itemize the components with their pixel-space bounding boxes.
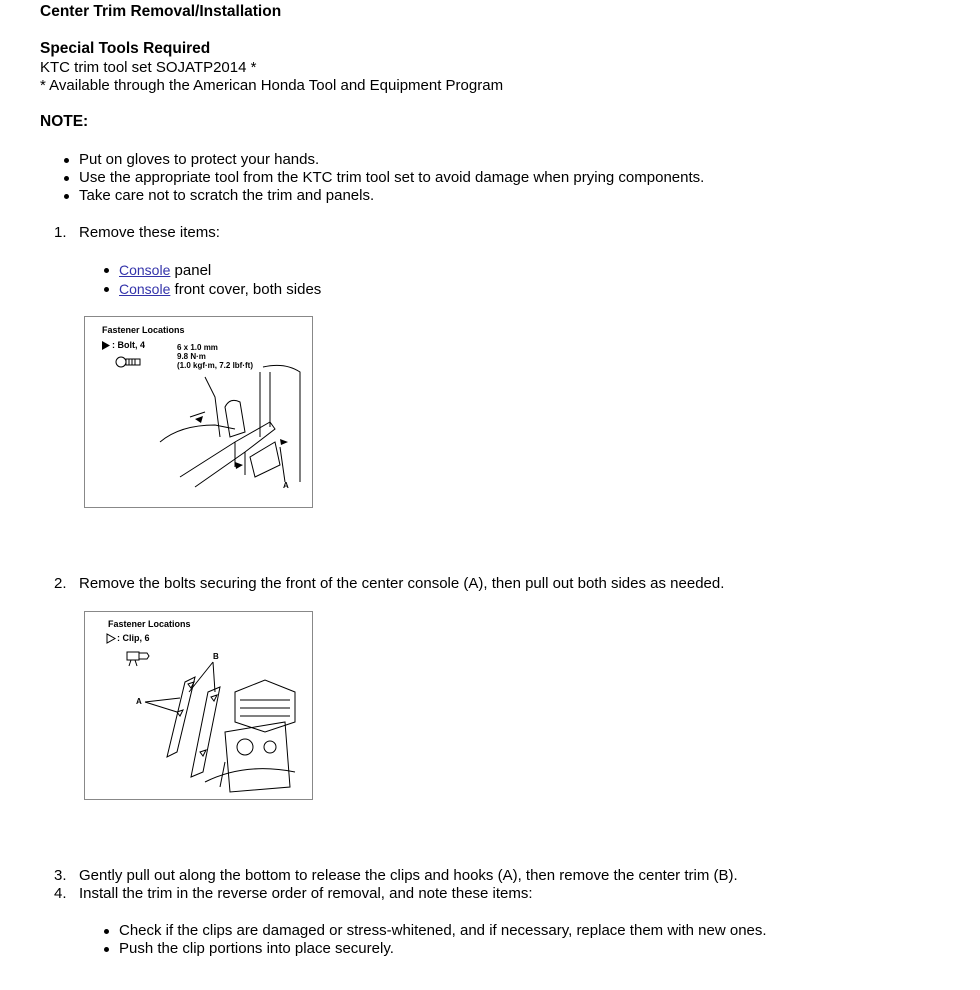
list-item: Push the clip portions into place securely. — [119, 940, 767, 958]
step-text: Remove the bolts securing the front of the center console (A), then pull out both sides as needed. — [79, 575, 725, 592]
trim-drawing — [145, 662, 295, 792]
step-number: 1. — [54, 224, 67, 241]
clip-marker-icon — [107, 634, 115, 643]
step-text: Install the trim in the reverse order of removal, and note these items: — [79, 885, 533, 902]
list-item — [119, 261, 321, 280]
step-number: 3. — [54, 867, 67, 884]
list-item: Check if the clips are damaged or stress-whitened, and if necessary, replace them with new ones. — [119, 922, 767, 939]
arrow-icon — [235, 462, 243, 469]
figure-fastener-clips — [84, 611, 313, 800]
step-number: 2. — [54, 575, 67, 592]
list-item-text: front cover, both sides — [170, 281, 322, 298]
console-drawing — [160, 365, 300, 487]
arrow-icon — [280, 439, 288, 445]
arrow-icon — [195, 416, 203, 423]
step-number: 4. — [54, 885, 67, 902]
figure-label-a: A — [136, 697, 142, 706]
bolt-spec-torque: 9.8 N·m — [177, 352, 206, 361]
special-tools-line-2: * Available through the American Honda Tool and Equipment Program — [40, 77, 504, 94]
figure-heading: Fastener Locations — [102, 325, 185, 335]
step-1-list — [119, 261, 321, 299]
figure-label-b: B — [213, 652, 219, 661]
bolt-spec-size: 6 x 1.0 mm — [177, 343, 218, 352]
bolt-marker-icon — [102, 341, 110, 350]
figure-legend: : Clip, 6 — [117, 633, 150, 643]
bolt-spec-torque-alt: (1.0 kgf·m, 7.2 lbf·ft) — [177, 361, 254, 370]
clip-arrow-icon — [200, 750, 206, 756]
clip-arrow-icon — [211, 695, 217, 701]
step-text: Gently pull out along the bottom to release the clips and hooks (A), then remove the center trim (B). — [79, 867, 738, 884]
note-list — [79, 151, 704, 205]
step-text: Remove these items: — [79, 224, 220, 241]
figure-heading: Fastener Locations — [108, 619, 191, 629]
note-item: Use the appropriate tool from the KTC trim tool set to avoid damage when prying components. — [79, 169, 705, 186]
clip-icon — [127, 652, 149, 666]
figure-label-a: A — [283, 481, 289, 490]
page-title: Center Trim Removal/Installation — [40, 3, 282, 20]
step-4-list — [119, 922, 767, 958]
list-item-text: panel — [170, 262, 212, 279]
list-item — [119, 280, 321, 299]
bolt-icon — [116, 357, 140, 367]
note-item: Put on gloves to protect your hands. — [79, 151, 704, 169]
figure-fastener-bolts — [84, 316, 313, 508]
figure-legend: : Bolt, 4 — [112, 340, 145, 350]
console-link[interactable]: Console — [119, 281, 171, 297]
note-item: Take care not to scratch the trim and panels. — [79, 187, 704, 205]
special-tools-line-1: KTC trim tool set SOJATP2014 * — [40, 59, 257, 76]
special-tools-heading: Special Tools Required — [40, 40, 211, 57]
console-link[interactable]: Console — [119, 262, 171, 278]
note-heading: NOTE: — [40, 113, 89, 130]
